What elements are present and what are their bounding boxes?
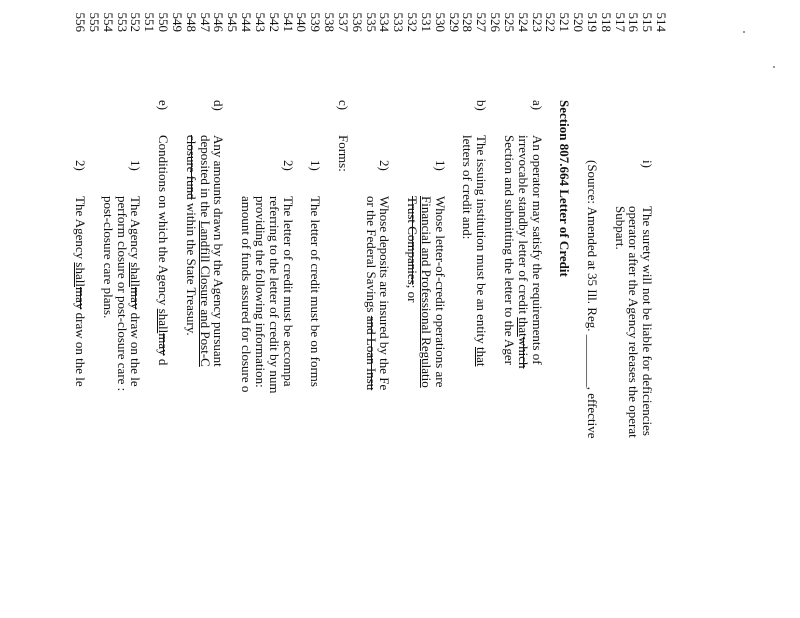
- line-text: [419, 196, 433, 388]
- subsection-marker: 2): [377, 160, 393, 171]
- document-line: [198, 0, 212, 618]
- inserted-text: Financial and Professional Regulatio: [418, 196, 434, 388]
- document-line: [281, 0, 295, 618]
- document-line: [156, 0, 170, 618]
- document-line: [419, 0, 433, 618]
- document-line: [336, 0, 350, 618]
- inserted-text: shall: [73, 262, 89, 287]
- text-segment: Whose deposits are insured by the Fe: [377, 196, 393, 391]
- text-segment: The surety will not be liable for deficiencies: [640, 206, 656, 436]
- text-segment: Whose letter-of-credit operations are: [432, 196, 448, 388]
- document-line: [101, 0, 115, 618]
- text-segment: Any amounts drawn by the Agency pursuant: [211, 135, 227, 367]
- document-line: [474, 0, 488, 618]
- line-text: [240, 196, 254, 392]
- line-number: 548: [183, 12, 199, 32]
- text-segment: The letter of credit must be on forms: [308, 196, 324, 387]
- text-segment: within the State Treasury.: [183, 199, 199, 336]
- document-line: [599, 0, 613, 618]
- line-text: [613, 206, 627, 250]
- line-number: 538: [322, 12, 338, 32]
- scan-speck: [773, 66, 775, 68]
- document-line: [543, 0, 557, 618]
- document-line: [322, 0, 336, 618]
- line-text: [461, 135, 475, 239]
- line-number: 517: [612, 12, 628, 32]
- line-number: 529: [446, 12, 462, 32]
- deleted-text: may: [73, 286, 89, 310]
- inserted-text: shall: [156, 308, 172, 334]
- line-number: 532: [405, 12, 421, 32]
- line-text: [627, 206, 641, 438]
- document-line: [211, 0, 225, 618]
- text-segment: amount of funds assured for closure o: [239, 196, 255, 393]
- line-text: [281, 196, 295, 387]
- text-segment: letters of credit and:: [460, 135, 476, 240]
- document-line: [571, 0, 585, 618]
- line-text: [74, 196, 88, 387]
- document-line: [128, 0, 142, 618]
- line-number: 526: [488, 12, 504, 32]
- text-segment: Conditions on which the Agency: [156, 135, 172, 309]
- line-number: 553: [114, 12, 130, 32]
- document-line: [391, 0, 405, 618]
- line-text: [405, 196, 419, 302]
- document-line: [308, 0, 322, 618]
- document-line: [502, 0, 516, 618]
- line-number: 523: [529, 12, 545, 32]
- deleted-text: Trust Companies: [405, 196, 421, 285]
- document-line: [267, 0, 281, 618]
- subsection-marker: 2): [73, 160, 89, 171]
- subsection-marker: d): [211, 100, 227, 111]
- line-text: [184, 135, 198, 336]
- line-number: 546: [211, 12, 227, 32]
- subsection-marker: a): [529, 100, 545, 111]
- document-line: [654, 0, 668, 618]
- line-number: 531: [418, 12, 434, 32]
- line-text: [101, 196, 115, 318]
- document-line: [364, 0, 378, 618]
- line-number: 528: [460, 12, 476, 32]
- deleted-text: may: [128, 286, 144, 310]
- inserted-text: Landfill Closure and Post-C: [197, 220, 213, 367]
- line-text: [364, 196, 378, 390]
- deleted-text: closure fund: [183, 135, 199, 200]
- document-line: [640, 0, 654, 618]
- line-text: [475, 135, 489, 366]
- document-line: [115, 0, 129, 618]
- line-number: 522: [543, 12, 559, 32]
- subsection-marker: b): [474, 100, 490, 111]
- line-number: 539: [308, 12, 324, 32]
- text-segment: draw on the le: [73, 309, 89, 387]
- line-text: [267, 196, 281, 393]
- line-number: 545: [225, 12, 241, 32]
- text-segment: Section and submitting the letter to the Ager: [501, 135, 517, 365]
- text-segment: Section 807.664 Letter of Credit: [557, 100, 573, 277]
- line-number: 543: [252, 12, 268, 32]
- text-segment: Forms:: [335, 135, 351, 172]
- document-line: [433, 0, 447, 618]
- line-number: 537: [335, 12, 351, 32]
- scan-speck: [743, 31, 745, 33]
- text-segment: The Agency: [73, 196, 89, 263]
- text-segment: deposited in the: [197, 135, 213, 221]
- subsection-marker: 1): [432, 160, 448, 171]
- line-number: 515: [640, 12, 656, 32]
- document-line: [225, 0, 239, 618]
- line-number: 542: [266, 12, 282, 32]
- document-line: [530, 0, 544, 618]
- line-number: 541: [280, 12, 296, 32]
- line-number: 524: [515, 12, 531, 32]
- text-segment: providing the following information:: [252, 196, 268, 388]
- text-segment: An operator may satisfy the requirements of: [529, 135, 545, 365]
- document-line: [488, 0, 502, 618]
- line-number: 547: [197, 12, 213, 32]
- inserted-text: that: [474, 346, 490, 367]
- line-number: 554: [100, 12, 116, 32]
- deleted-text: may: [156, 333, 172, 356]
- inserted-text: that: [515, 317, 531, 337]
- document-line: [350, 0, 364, 618]
- text-segment: post-closure care plans.: [100, 196, 116, 319]
- line-text: [157, 135, 171, 365]
- line-number: 520: [571, 12, 587, 32]
- text-segment: referring to the letter of credit by num: [266, 196, 282, 394]
- line-number: 521: [557, 12, 573, 32]
- line-text: [336, 135, 350, 172]
- line-text: [198, 135, 212, 367]
- text-segment: The letter of credit must be accompa: [280, 196, 296, 387]
- document-line: [73, 0, 87, 618]
- line-number: 519: [584, 12, 600, 32]
- line-number: 550: [156, 12, 172, 32]
- line-text: [253, 196, 267, 388]
- document-line: [87, 0, 101, 618]
- document-line: [294, 0, 308, 618]
- line-number: 533: [391, 12, 407, 32]
- subsection-marker: e): [156, 100, 172, 111]
- text-segment: or the Federal Savings: [363, 196, 379, 316]
- document-line: [447, 0, 461, 618]
- line-text: [502, 135, 516, 365]
- text-segment: The Agency: [128, 196, 144, 263]
- subsection-marker: 1): [308, 160, 324, 171]
- line-text: [115, 196, 129, 391]
- subsection-marker: 1): [128, 160, 144, 171]
- line-number: 516: [626, 12, 642, 32]
- line-number: 525: [501, 12, 517, 32]
- text-segment: draw on the le: [128, 309, 144, 387]
- document-line: [184, 0, 198, 618]
- line-number: 530: [432, 12, 448, 32]
- text-segment: irrevocable standby letter of credit: [515, 135, 531, 318]
- document-line: [613, 0, 627, 618]
- text-segment: The issuing institution must be an entity: [474, 135, 490, 347]
- line-text: [129, 196, 143, 387]
- document-line: [585, 0, 599, 618]
- document-line: [142, 0, 156, 618]
- text-segment: perform closure or post-closure care :: [114, 196, 130, 392]
- subsection-marker: 2): [280, 160, 296, 171]
- subsection-marker: i): [640, 160, 656, 168]
- line-number: 534: [377, 12, 393, 32]
- document-line: [239, 0, 253, 618]
- inserted-text: shall: [128, 262, 144, 287]
- line-number: 536: [349, 12, 365, 32]
- line-text: [309, 196, 323, 387]
- document-line: [377, 0, 391, 618]
- line-number: 518: [598, 12, 614, 32]
- text-segment: (Source: Amended at 35 Ill. Reg. ________, effective: [584, 160, 600, 439]
- line-number: 527: [474, 12, 490, 32]
- text-segment: d: [156, 355, 172, 366]
- line-number: 535: [363, 12, 379, 32]
- line-number: 555: [86, 12, 102, 32]
- document-line: [626, 0, 640, 618]
- line-number: 549: [169, 12, 185, 32]
- line-number: 544: [239, 12, 255, 32]
- text-segment: Subpart.: [612, 206, 628, 250]
- line-number: 551: [142, 12, 158, 32]
- line-text: [433, 196, 447, 387]
- line-text: [641, 206, 655, 436]
- text-segment: operator after the Agency releases the operat: [626, 206, 642, 438]
- document-line: [170, 0, 184, 618]
- document-line: [405, 0, 419, 618]
- line-number: 552: [128, 12, 144, 32]
- deleted-text: which: [515, 336, 531, 369]
- line-text: [212, 135, 226, 367]
- line-text: [530, 135, 544, 365]
- line-number: 514: [654, 12, 669, 32]
- text-segment: ; or: [405, 284, 421, 303]
- line-text: [378, 196, 392, 390]
- subsection-marker: c): [335, 100, 351, 111]
- line-text: [558, 100, 572, 277]
- document-line: [516, 0, 530, 618]
- line-text: [516, 135, 530, 369]
- document-line: [253, 0, 267, 618]
- document-line: [557, 0, 571, 618]
- line-number: 556: [73, 12, 89, 32]
- document-line: [460, 0, 474, 618]
- line-number: 540: [294, 12, 310, 32]
- line-text: [585, 160, 599, 438]
- deleted-text: and Loan Insu: [363, 315, 379, 391]
